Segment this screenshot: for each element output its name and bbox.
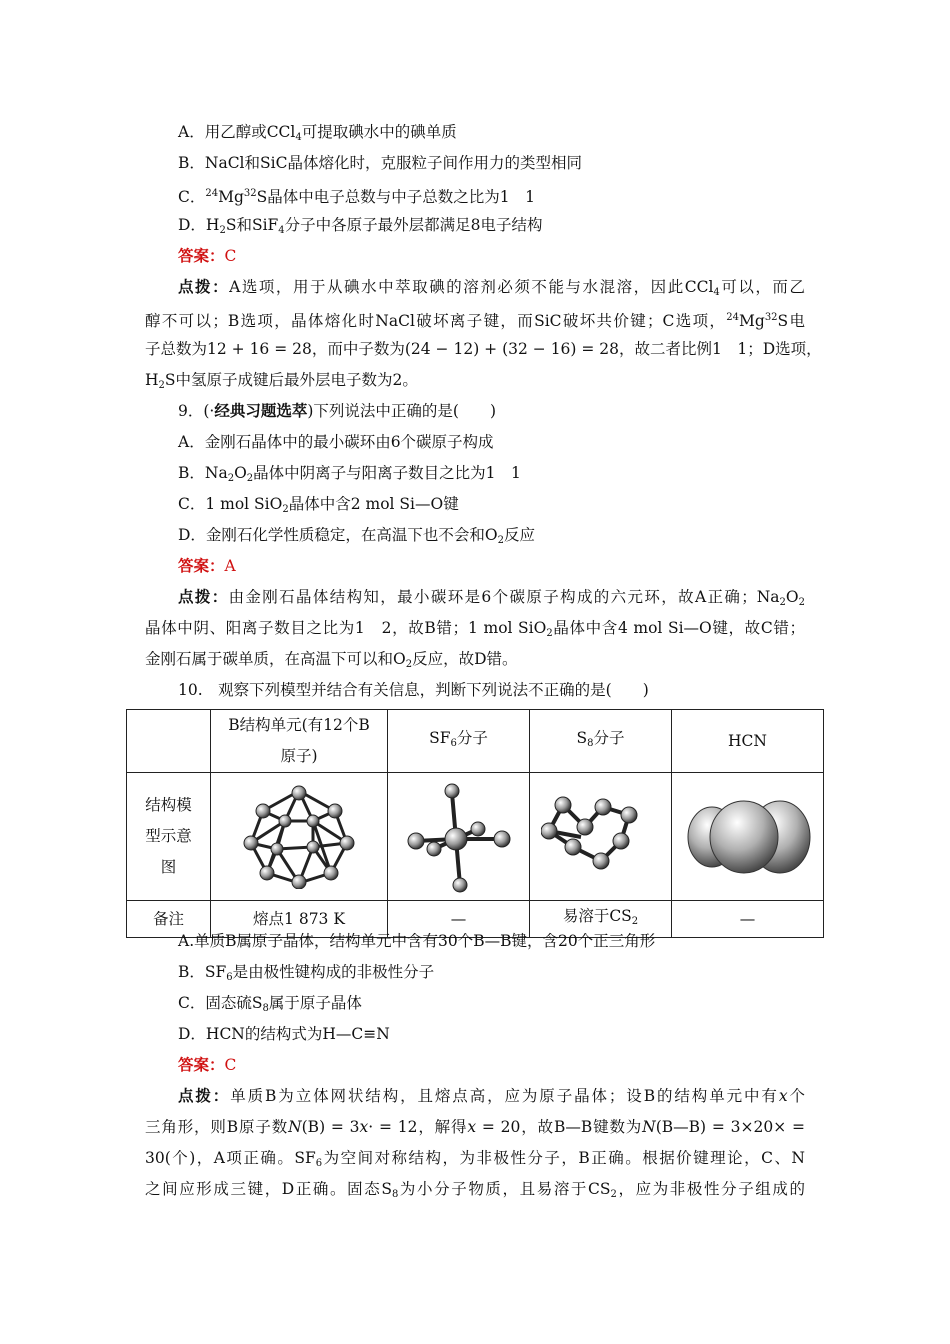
q8-hint-line-4: $H_2S$中氢原子成键后最外层电子数为2。 [145,371,418,391]
model-table [126,709,824,938]
boron-icosahedron-model-icon [211,773,388,901]
q9-option-d: D．金刚石化学性质稳定，在高温下也不会和$O_2$反应 [178,526,536,546]
q8-answer: 答案：C [178,246,237,265]
header-sf6: $SF_6$分子 [388,710,530,773]
q8-hint-line-3: 子总数为12 + 16 = 28，而中子数为(24 − 12) + (32 − 16) = 28，故二者比例1 1；D选项， [145,340,822,358]
row-label-model: 结构模型示意图 [127,773,211,901]
q8-option-d: D．$H_2S$和SiF$_4$分子中各原子最外层都满足8电子结构 [178,216,543,236]
q9-hint-line-1: 点拨：由金刚石晶体结构知，最小碳环是6个碳原子构成的六元环，故A正确；$Na_2O_2$ [178,587,805,608]
table-header-row [127,710,824,773]
q9-hint-line-2: 晶体中阴、阳离子数目之比为1 2，故B错；1 mol SiO$_2$晶体中含4 mol Si—O键，故C错； [145,619,805,639]
q9-option-a: A．金刚石晶体中的最小碳环由6个碳原子构成 [178,433,494,451]
header-b-unit: B结构单元(有12个B原子) [211,710,388,773]
q10-hint-line-1: 点拨：单质B为立体网状结构，且熔点高，应为原子晶体；设B的结构单元中有x个 [178,1086,805,1105]
q10-option-c: C．固态硫$S_8$属于原子晶体 [178,994,362,1014]
note-hcn: — [672,901,824,938]
q8-option-c: C．$^{24}$Mg$^{32}$S晶体中电子总数与中子总数之比为1 1 [178,188,535,206]
sf6-molecule-model-icon [388,773,530,901]
q9-option-b: B．$Na_2O_2$晶体中阴离子与阳离子数目之比为1 1 [178,464,521,484]
q10-answer: 答案：C [178,1055,237,1074]
q9-stem: 9．(·经典习题选萃)下列说法中正确的是( ) [178,401,497,420]
s8-molecule-model-icon [530,773,672,901]
q8-hint-line-2: 醇不可以；B选项，晶体熔化时NaCl破坏离子键，而SiC破坏共价键；C选项，$^{24}$Mg$^{32}$S电 [145,312,806,330]
note-b: 熔点1 873 K [211,901,388,938]
note-s8: 易溶于$CS_2$ [530,901,672,938]
header-hcn: HCN [672,710,824,773]
note-sf6: — [388,901,530,938]
q10-hint-line-3: 30(个)，A项正确。$SF_6$为空间对称结构，为非极性分子，B正确。根据价键理论，C、N [145,1149,805,1169]
q10-stem: 10. 观察下列模型并结合有关信息，判断下列说法不正确的是( ) [178,681,649,699]
q8-option-b: B．NaCl和SiC晶体熔化时，克服粒子间作用力的类型相同 [178,154,582,172]
q10-option-a: A.单质B属原子晶体，结构单元中含有30个B—B键，含20个正三角形 [178,932,656,950]
q10-option-b: B．$SF_6$是由极性键构成的非极性分子 [178,963,435,983]
header-s8: $S_8$分子 [530,710,672,773]
q9-hint-line-3: 金刚石属于碳单质，在高温下可以和$O_2$反应，故D错。 [145,650,518,670]
table-model-row [127,773,824,901]
q8-option-a: A．用乙醇或CCl$_4$可提取碘水中的碘单质 [178,123,457,143]
hcn-molecule-model-icon [672,773,824,901]
q10-option-d: D．HCN的结构式为H—C≡N [178,1025,390,1043]
q10-hint-line-2: 三角形，则B原子数N(B) = 3x· = 12，解得x = 20，故B—B键数为N(B—B) = 3×20× = [145,1118,805,1136]
q9-answer: 答案：A [178,556,236,575]
q10-hint-line-4: 之间应形成三键，D正确。固态$S_8$为小分子物质，且易溶于$CS_2$，应为非极性分子组成的 [145,1180,805,1200]
row-label-note: 备注 [127,901,211,938]
q9-option-c: C．1 mol SiO$_2$晶体中含2 mol Si—O键 [178,495,459,515]
table-corner-cell [127,710,211,773]
q8-hint-line-1: 点拨：A选项，用于从碘水中萃取碘的溶剂必须不能与水混溶，因此CCl$_4$可以，而乙 [178,277,805,298]
